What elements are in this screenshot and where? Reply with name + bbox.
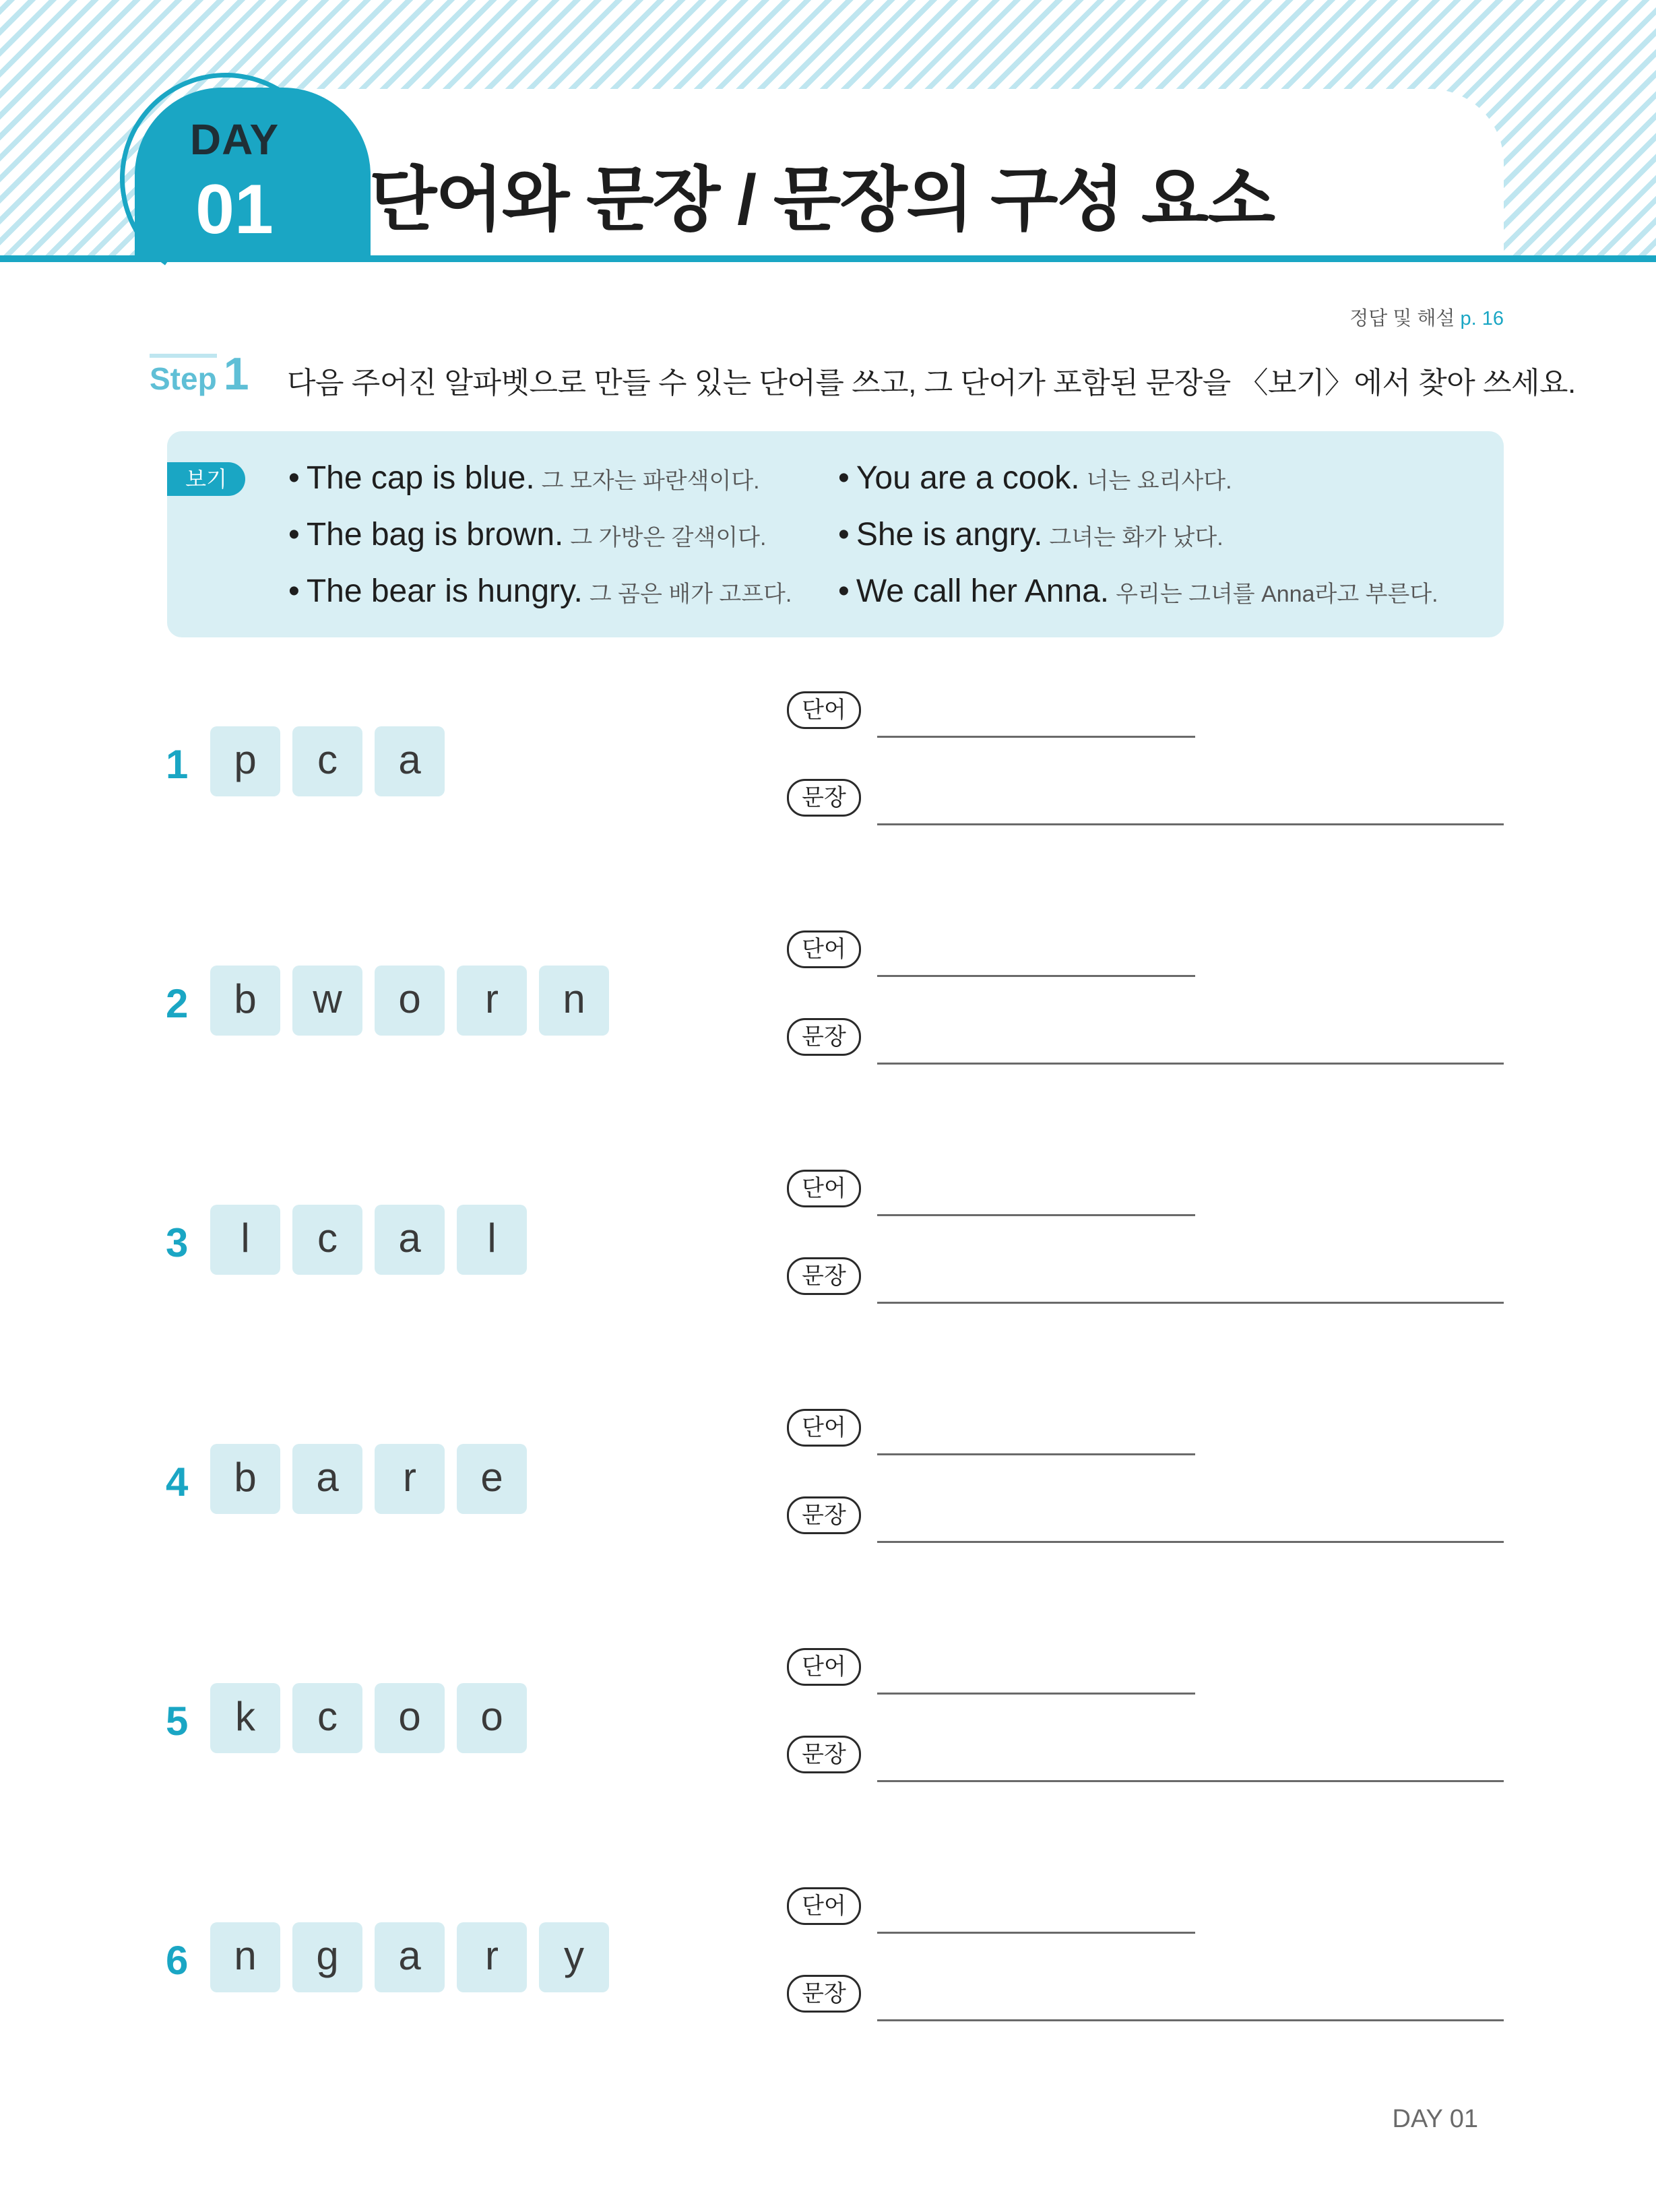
word-answer-line[interactable]	[877, 975, 1195, 977]
letter-tile: n	[210, 1922, 280, 1992]
sentence-answer-line[interactable]	[877, 1780, 1504, 1782]
word-answer-line[interactable]	[877, 1932, 1195, 1934]
page-footer: DAY 01	[1392, 2105, 1478, 2133]
example-en: The bag is brown.	[306, 517, 564, 552]
question-number: 1	[166, 742, 189, 787]
sentence-label: 문장	[787, 1257, 861, 1295]
word-answer-line[interactable]	[877, 1453, 1195, 1455]
letter-tile: o	[375, 1683, 445, 1753]
step-number: 1	[223, 348, 249, 400]
step-label: Step	[150, 354, 217, 397]
example-kr: 우리는 그녀를 Anna라고 부른다.	[1116, 581, 1438, 607]
letter-tile: g	[292, 1922, 362, 1992]
example-sentence: • You are a cook. 너는 요리사다.	[838, 460, 1232, 496]
letter-tile: a	[292, 1444, 362, 1514]
word-label: 단어	[787, 1170, 861, 1207]
sentence-answer-line[interactable]	[877, 823, 1504, 825]
answer-reference	[1349, 303, 1504, 331]
letter-tile: a	[375, 1922, 445, 1992]
letter-tile: r	[375, 1444, 445, 1514]
sentence-answer-line[interactable]	[877, 2019, 1504, 2021]
day-number: 01	[195, 170, 274, 249]
letter-tile: c	[292, 1205, 362, 1275]
example-kr: 그 모자는 파란색이다.	[541, 468, 760, 494]
example-en: You are a cook.	[856, 460, 1080, 496]
example-tag: 보기	[167, 462, 245, 496]
word-answer-line[interactable]	[877, 736, 1195, 738]
example-sentence: • The cap is blue. 그 모자는 파란색이다.	[288, 460, 760, 496]
letter-tile: p	[210, 726, 280, 796]
example-en: The cap is blue.	[306, 460, 535, 496]
word-label: 단어	[787, 691, 861, 729]
letter-tile: l	[210, 1205, 280, 1275]
sentence-answer-line[interactable]	[877, 1541, 1504, 1543]
example-sentence: • The bear is hungry. 그 곰은 배가 고프다.	[288, 573, 792, 609]
example-sentence: • She is angry. 그녀는 화가 났다.	[838, 517, 1223, 552]
question-number: 3	[166, 1220, 189, 1265]
letter-tile: o	[375, 966, 445, 1036]
letter-tile: b	[210, 1444, 280, 1514]
letter-tile: w	[292, 966, 362, 1036]
example-sentence: • We call her Anna. 우리는 그녀를 Anna라고 부른다.	[838, 573, 1438, 609]
example-sentence: • The bag is brown. 그 가방은 갈색이다.	[288, 517, 767, 552]
sentence-label: 문장	[787, 1975, 861, 2013]
day-label: DAY	[189, 115, 280, 164]
sentence-label: 문장	[787, 1496, 861, 1534]
step-instruction: 다음 주어진 알파벳으로 만들 수 있는 단어를 쓰고, 그 단어가 포함된 문장을 〈보기〉에서 찾아 쓰세요.	[287, 367, 1576, 400]
example-kr: 너는 요리사다.	[1086, 468, 1232, 494]
sentence-label: 문장	[787, 779, 861, 817]
word-answer-line[interactable]	[877, 1693, 1195, 1695]
word-label: 단어	[787, 1409, 861, 1447]
word-answer-line[interactable]	[877, 1214, 1195, 1216]
sentence-answer-line[interactable]	[877, 1302, 1504, 1304]
question-number: 6	[166, 1938, 189, 1983]
word-label: 단어	[787, 1887, 861, 1925]
example-en: We call her Anna.	[856, 573, 1110, 609]
letter-tile: e	[457, 1444, 527, 1514]
letter-tile: o	[457, 1683, 527, 1753]
example-kr: 그 가방은 갈색이다.	[570, 525, 767, 550]
letter-tile: y	[539, 1922, 609, 1992]
letter-tile: b	[210, 966, 280, 1036]
letter-tile: c	[292, 1683, 362, 1753]
sentence-answer-line[interactable]	[877, 1063, 1504, 1065]
answer-reference-page: p. 16	[1460, 308, 1504, 329]
letter-tile: c	[292, 726, 362, 796]
question-number: 2	[166, 981, 189, 1026]
letter-tile: n	[539, 966, 609, 1036]
example-en: The bear is hungry.	[306, 573, 583, 609]
letter-tile: a	[375, 1205, 445, 1275]
letter-tile: r	[457, 966, 527, 1036]
example-kr: 그녀는 화가 났다.	[1049, 525, 1223, 550]
letter-tile: a	[375, 726, 445, 796]
word-label: 단어	[787, 1648, 861, 1686]
question-number: 4	[166, 1459, 189, 1505]
sentence-label: 문장	[787, 1018, 861, 1056]
question-number: 5	[166, 1699, 189, 1744]
example-en: She is angry.	[856, 517, 1043, 552]
word-label: 단어	[787, 930, 861, 968]
step-heading	[150, 348, 249, 400]
letter-tile: r	[457, 1922, 527, 1992]
letter-tile: k	[210, 1683, 280, 1753]
answer-reference-text: 정답 및 해설	[1349, 308, 1455, 329]
sentence-label: 문장	[787, 1736, 861, 1773]
page-title: 단어와 문장 / 문장의 구성 요소	[369, 161, 1274, 239]
letter-tile: l	[457, 1205, 527, 1275]
example-kr: 그 곰은 배가 고프다.	[589, 581, 792, 607]
